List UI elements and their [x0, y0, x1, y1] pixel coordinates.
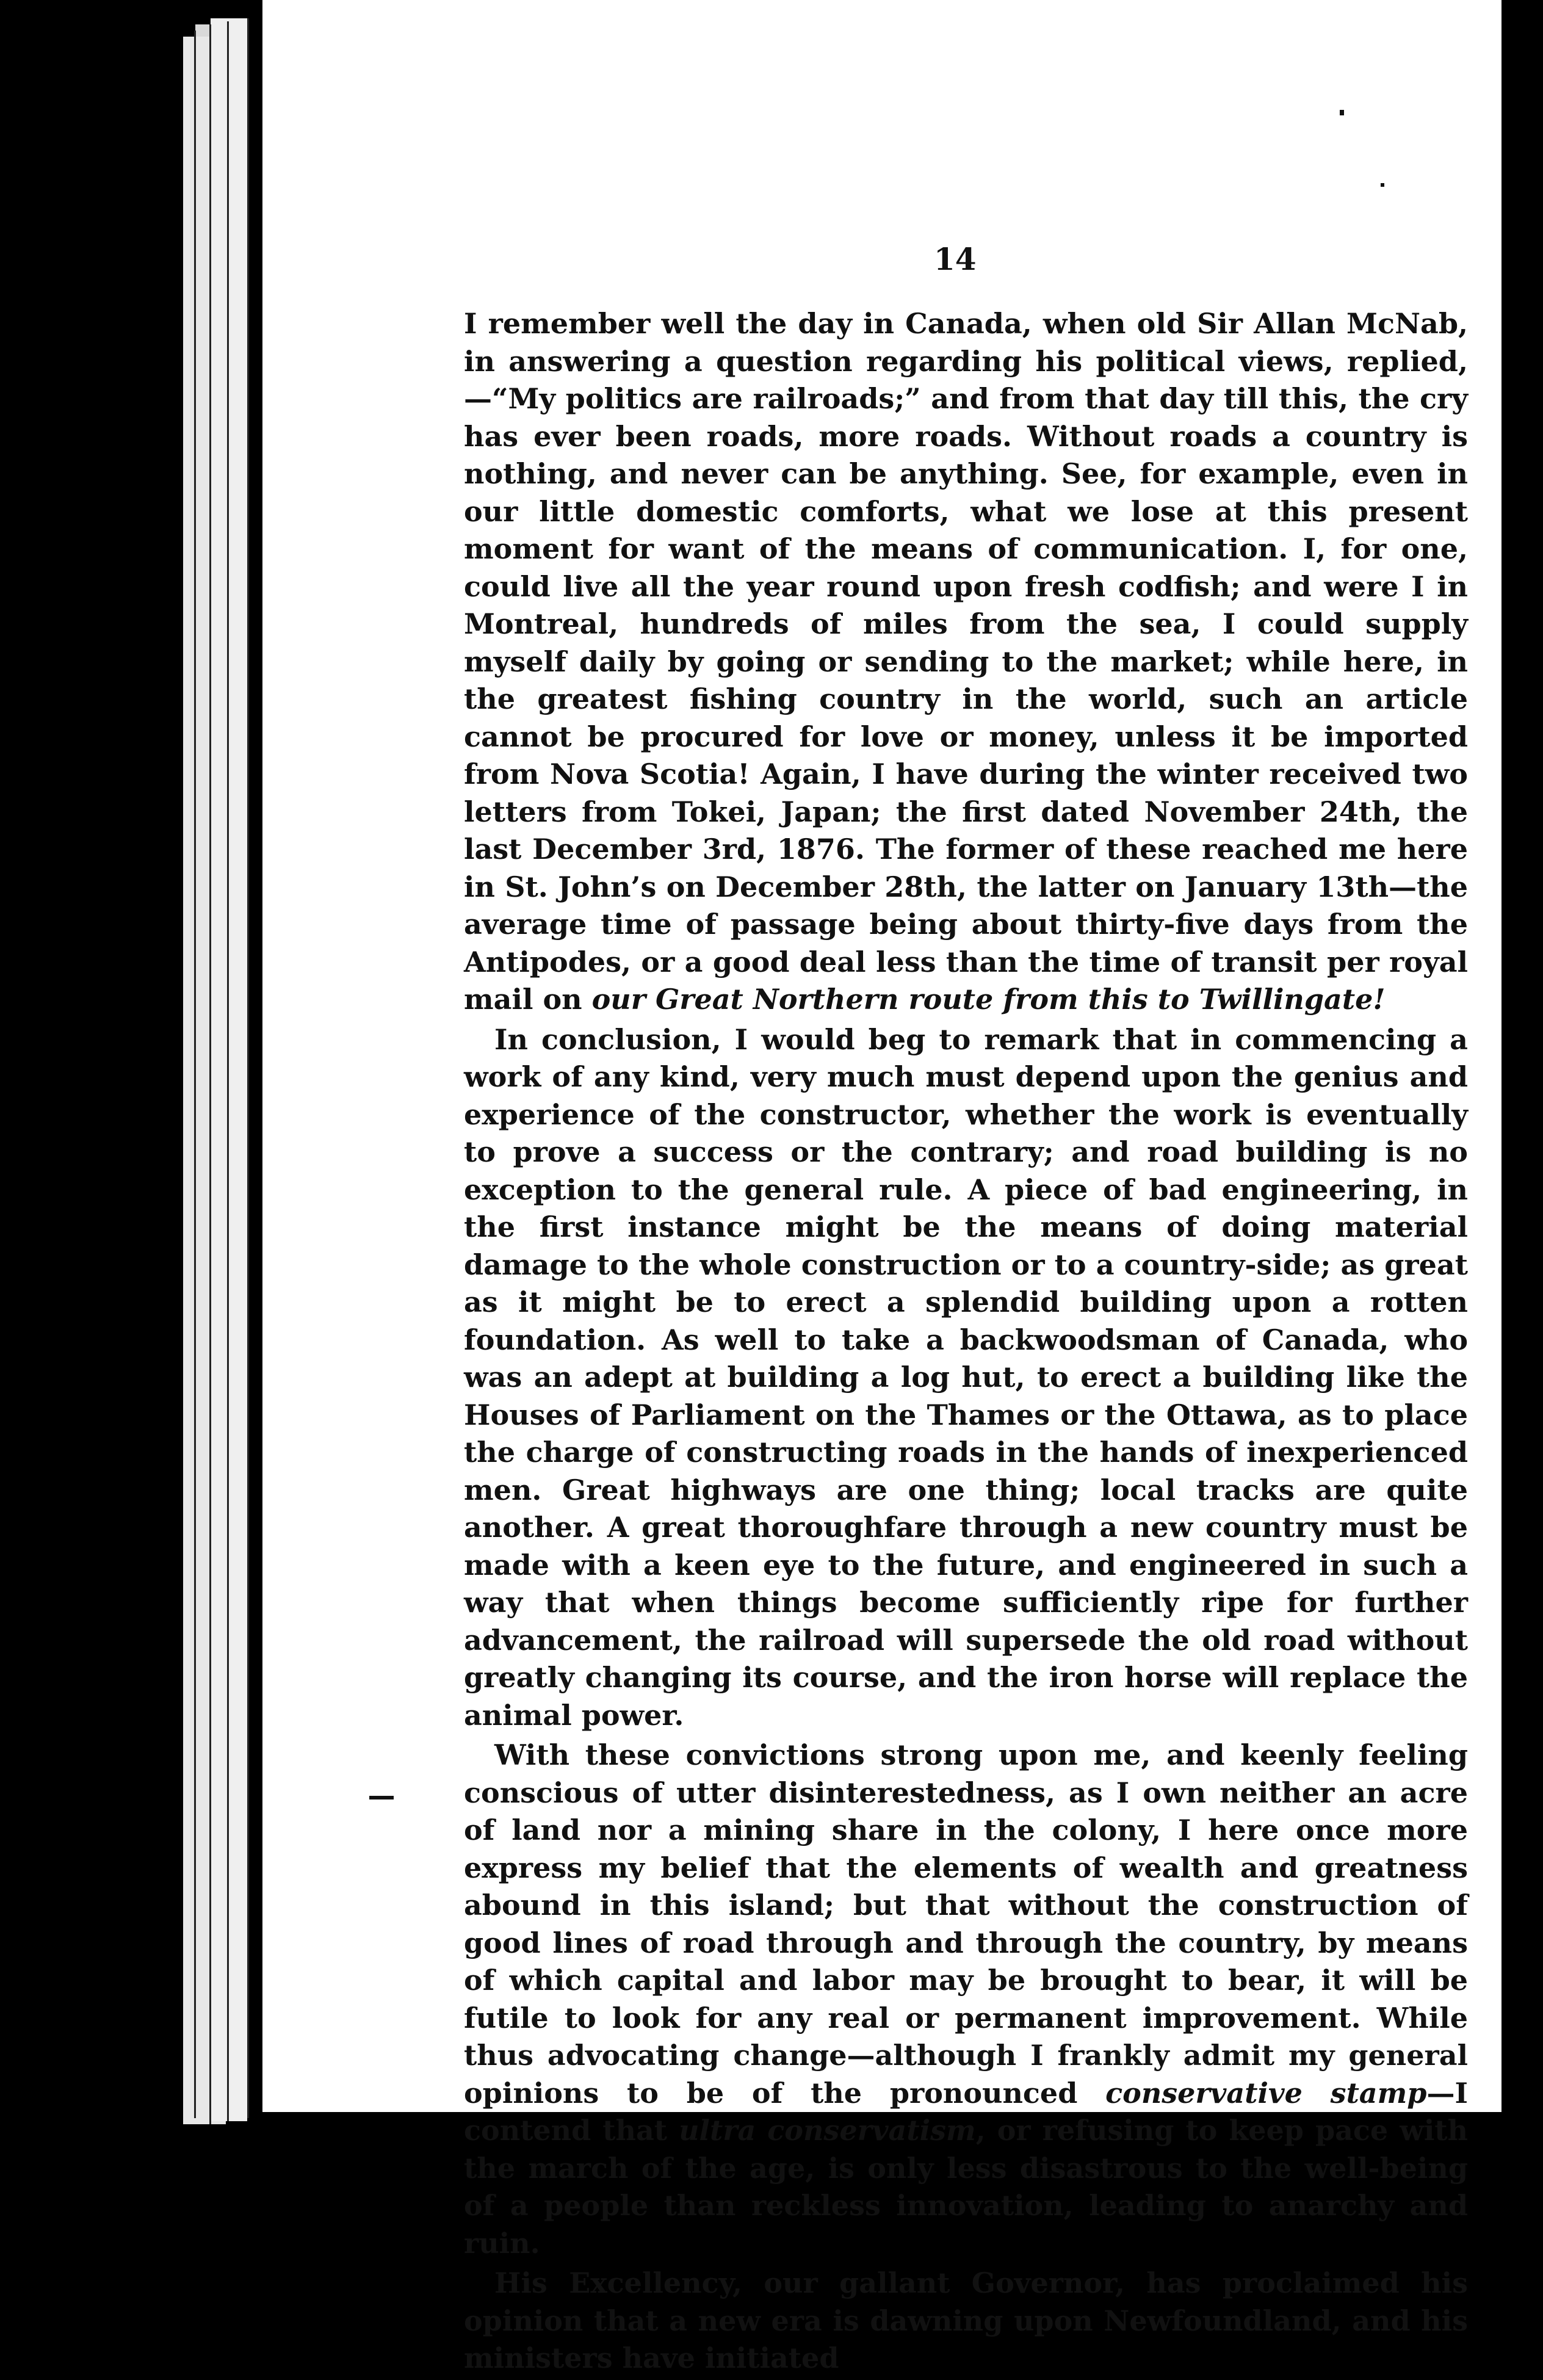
scan-speck: [1381, 183, 1384, 187]
text-run: In conclusion, I would beg to remark that in commencing a work of any kind, very much must depend upon the genius and experience of the constructor, whether the work is eventually to prove a success or the contrary; and road building is no exception to the general rule. A piece of bad engineering, in the first instance might be the means of doing material damage to the whole construction or to a country-side; as great as it might be to erect a splendid building upon a rotten foundation. As well to take a backwoodsman of Canada, who was an adept at building a log hut, to erect a building like the Houses of Parliament on the Thames or the Ottawa, as to place the charge of constructing roads in the hands of inexperienced men. Great highways are one thing; local tracks are quite another. A great thoroughfare through a new country must be made with a keen eye to the future, and engineered in such a way that when things become sufficiently ripe for further advancement, the railroad will supersede the old road without greatly changing its course, and the iron horse will replace the animal power.: [464, 1022, 1468, 1732]
body-text: [464, 305, 1468, 2380]
book-page-edges: [211, 18, 247, 2121]
text-run: His Excellency, our gallant Governor, has proclaimed his opinion that a new era is dawning upon Newfoundland, and his ministers have initiated: [464, 2266, 1468, 2375]
text-run: —I contend that: [464, 2076, 1468, 2147]
text-run: , or refusing to keep pace with the march of the age, is only less disastrous to the well-being of a people than reckless innovation, leading to anarchy and ruin.: [464, 2114, 1468, 2260]
italic-text: our Great Northern route from this to Twillingate!: [591, 983, 1386, 1016]
page-edge-line: [194, 31, 196, 2118]
page-edge-line: [209, 24, 211, 2124]
page-edge-line: [247, 18, 249, 2118]
italic-text: conservative stamp: [1105, 2076, 1427, 2110]
scan-speck: [1340, 110, 1344, 115]
page-number: 14: [934, 241, 977, 277]
paragraph: [464, 2265, 1468, 2378]
scan-speck: [369, 1796, 394, 1799]
paragraph: [464, 1737, 1468, 2262]
text-run: I remember well the day in Canada, when old Sir Allan McNab, in answering a question regarding his political views, replied,—“My politics are railroads;” and from that day till this, the cry has ever been roads, more roads. Without roads a country is nothing, and never can be anything. See, for example, even in our little domestic comforts, what we lose at this present moment for want of the means of communication. I, for one, could live all the year round upon fresh codfish; and were I in Montreal, hundreds of miles from the sea, I could supply myself daily by going or sending to the market; while here, in the greatest fishing country in the world, such an article cannot be procured for love or money, unless it be imported from Nova Scotia! Again, I have during the winter received two letters from Tokei, Japan; the first dated November 24th, the last December 3rd, 1876. The former of these reached me here in St. John’s on December 28th, the latter on January 13th—the average time of passage being about thirty-five days from the Antipodes, or a good deal less than the time of transit per royal mail on: [464, 307, 1468, 1016]
text-run: With these convictions strong upon me, and keenly feeling conscious of utter disinterestedness, as I own neither an acre of land nor a mining share in the colony, I here once more express my belief that the elements of wealth and greatness abound in this island; but that without the construction of good lines of road through and through the country, by means of which capital and labor may be brought to bear, it will be futile to look for any real or permanent improvement. While thus advocating change—although I frankly admit my general opinions to be of the pronounced: [464, 1738, 1468, 2110]
paragraph: [464, 305, 1468, 1019]
italic-text: ultra conservatism: [679, 2114, 976, 2147]
paragraph: [464, 1021, 1468, 1735]
page-edge-line: [227, 21, 229, 2121]
